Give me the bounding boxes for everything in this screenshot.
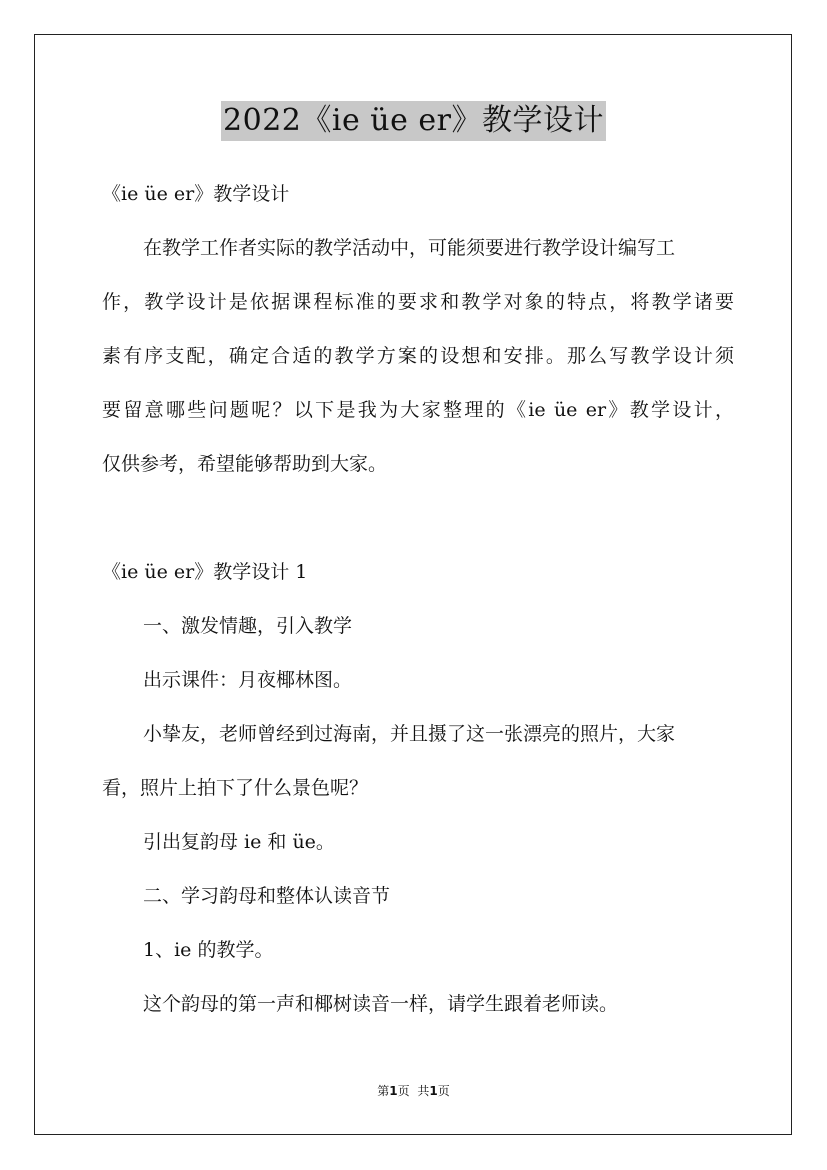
document-title: 2022《ie üe er》教学设计 bbox=[221, 101, 606, 141]
footer-page-suffix: 页 bbox=[397, 1084, 410, 1098]
paragraph-line: 这个韵母的第一声和椰树读音一样，请学生跟着老师读。 bbox=[143, 993, 619, 1015]
paragraph-line: 仅供参考，希望能够帮助到大家。 bbox=[102, 453, 388, 475]
paragraph-line: 一、激发情趣，引入教学 bbox=[143, 615, 353, 637]
paragraph-line: 在教学工作者实际的教学活动中，可能须要进行教学设计编写工 bbox=[143, 237, 676, 259]
paragraph-line: 引出复韵母 ie 和 üe。 bbox=[143, 831, 335, 853]
page-footer bbox=[0, 1083, 827, 1099]
paragraph-line: 1、ie 的教学。 bbox=[143, 939, 274, 961]
footer-total-prefix: 共 bbox=[417, 1084, 430, 1098]
paragraph-line: 小挚友，老师曾经到过海南，并且摄了这一张漂亮的照片，大家 bbox=[143, 723, 676, 745]
paragraph-line: 出示课件：月夜椰林图。 bbox=[143, 669, 353, 691]
footer-total-number: 1 bbox=[429, 1084, 438, 1098]
footer-total-suffix: 页 bbox=[437, 1084, 450, 1098]
title-container bbox=[0, 101, 827, 141]
section-heading: 《ie üe er》教学设计 1 bbox=[102, 561, 308, 583]
paragraph-line: 作，教学设计是依据课程标准的要求和教学对象的特点，将教学诸要 bbox=[102, 291, 734, 313]
paragraph-line: 素有序支配，确定合适的教学方案的设想和安排。那么写教学设计须 bbox=[102, 345, 734, 367]
paragraph-line: 要留意哪些问题呢？以下是我为大家整理的《ie üe er》教学设计， bbox=[102, 399, 734, 421]
paragraph-line: 二、学习韵母和整体认读音节 bbox=[143, 885, 391, 907]
footer-page-prefix: 第 bbox=[377, 1084, 390, 1098]
footer-page-number: 1 bbox=[389, 1084, 398, 1098]
paragraph-line: 看，照片上拍下了什么景色呢？ bbox=[102, 777, 369, 799]
subtitle-line: 《ie üe er》教学设计 bbox=[102, 183, 290, 205]
